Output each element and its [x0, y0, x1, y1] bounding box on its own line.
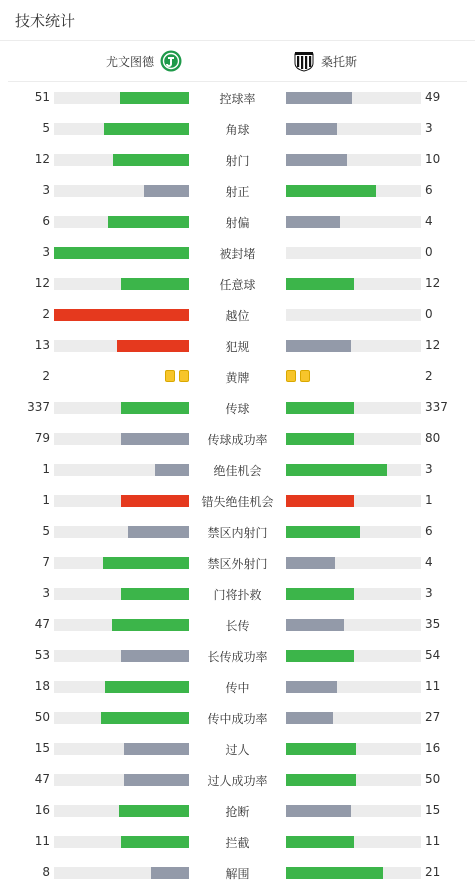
away-bar-track [286, 495, 421, 507]
home-value: 5 [42, 524, 50, 538]
away-bar-track [286, 681, 421, 693]
away-bar-fill [286, 92, 352, 104]
away-bar-track [286, 557, 421, 569]
home-value: 51 [34, 90, 50, 104]
away-bar-fill [286, 650, 354, 662]
home-team[interactable] [106, 41, 182, 81]
home-value: 13 [34, 338, 50, 352]
away-bar-track [286, 867, 421, 879]
stat-label: 传中成功率 [207, 712, 268, 726]
away-bar-track [286, 247, 421, 259]
home-bar-track [54, 433, 189, 445]
stat-label: 门将扑救 [213, 588, 262, 602]
away-bar-fill [286, 340, 351, 352]
away-bar-fill [286, 712, 333, 724]
stat-label: 过人成功率 [207, 774, 268, 788]
home-bar-track [54, 185, 189, 197]
home-bar-track [54, 464, 189, 476]
home-bar-fill [121, 495, 189, 507]
home-bar-track [54, 557, 189, 569]
home-value: 2 [42, 307, 50, 321]
home-bar-fill [105, 681, 189, 693]
home-bar-fill [121, 588, 189, 600]
home-bar-track [54, 650, 189, 662]
away-bar-fill [286, 867, 383, 879]
stat-row [0, 144, 475, 175]
stat-row [0, 516, 475, 547]
home-value: 18 [34, 679, 50, 693]
stat-row [0, 268, 475, 299]
stat-row [0, 764, 475, 795]
away-bar-fill [286, 805, 351, 817]
stat-label: 越位 [225, 309, 250, 323]
home-value: 1 [42, 462, 50, 476]
home-value: 1 [42, 493, 50, 507]
stat-label: 任意球 [219, 278, 256, 292]
home-value: 47 [34, 617, 50, 631]
stat-row [0, 733, 475, 764]
away-value: 3 [425, 586, 433, 600]
stat-label: 禁区外射门 [207, 557, 268, 571]
away-value: 50 [425, 772, 441, 786]
home-value: 2 [42, 369, 50, 383]
home-value: 3 [42, 245, 50, 259]
away-value: 0 [425, 245, 433, 259]
away-value: 15 [425, 803, 441, 817]
page-title: 技术统计 [15, 12, 76, 30]
stat-label: 传球 [225, 402, 250, 416]
home-bar-fill [124, 743, 189, 755]
yellow-card-icon [165, 370, 175, 382]
away-value: 11 [425, 834, 441, 848]
stat-row [0, 299, 475, 330]
away-value: 21 [425, 865, 441, 879]
home-bar-track [54, 712, 189, 724]
away-bar-track [286, 340, 421, 352]
home-bar-fill [121, 278, 189, 290]
stat-label: 绝佳机会 [213, 464, 262, 478]
yellow-card-icon [179, 370, 189, 382]
away-bar-track [286, 185, 421, 197]
home-bar-fill [121, 433, 189, 445]
away-bar-track [286, 433, 421, 445]
away-value: 0 [425, 307, 433, 321]
home-value: 8 [42, 865, 50, 879]
stat-label: 角球 [225, 123, 250, 137]
away-bar-track [286, 619, 421, 631]
home-value: 11 [34, 834, 50, 848]
santos-crest-icon [293, 50, 315, 72]
home-value: 53 [34, 648, 50, 662]
stat-row [0, 330, 475, 361]
home-bar-track [54, 588, 189, 600]
away-bar-fill [286, 526, 360, 538]
away-team[interactable] [293, 41, 357, 81]
away-value: 4 [425, 555, 433, 569]
stat-row [0, 454, 475, 485]
away-bar-track [286, 278, 421, 290]
away-bar-fill [286, 185, 376, 197]
stat-row [0, 237, 475, 268]
home-bar-fill [108, 216, 189, 228]
away-value: 6 [425, 524, 433, 538]
stat-label: 解围 [225, 867, 250, 881]
away-bar-track [286, 743, 421, 755]
away-bar-track [286, 309, 421, 321]
home-bar-track [54, 619, 189, 631]
yellow-card-icon [300, 370, 310, 382]
home-bar-fill [124, 774, 189, 786]
stat-row [0, 795, 475, 826]
away-cards [286, 370, 310, 382]
stat-label: 黄牌 [225, 371, 250, 385]
stat-label: 控球率 [219, 92, 256, 106]
away-value: 54 [425, 648, 441, 662]
stat-row [0, 857, 475, 888]
stat-label: 禁区内射门 [207, 526, 268, 540]
stat-row [0, 175, 475, 206]
home-bar-track [54, 216, 189, 228]
home-value: 47 [34, 772, 50, 786]
home-value: 50 [34, 710, 50, 724]
home-bar-fill [121, 836, 189, 848]
away-bar-track [286, 588, 421, 600]
home-value: 337 [27, 400, 50, 414]
home-value: 3 [42, 586, 50, 600]
stat-label: 过人 [225, 743, 250, 757]
stat-row [0, 206, 475, 237]
stat-row [0, 578, 475, 609]
away-bar-track [286, 774, 421, 786]
stat-row [0, 609, 475, 640]
home-value: 16 [34, 803, 50, 817]
home-bar-track [54, 867, 189, 879]
home-value: 12 [34, 276, 50, 290]
stats-list [0, 82, 475, 888]
away-bar-fill [286, 836, 354, 848]
stat-row [0, 485, 475, 516]
away-value: 35 [425, 617, 441, 631]
home-bar-track [54, 495, 189, 507]
home-bar-fill [54, 309, 189, 321]
home-team-name: 尤文图德 [105, 54, 154, 69]
home-bar-fill [113, 154, 189, 166]
away-team-name: 桑托斯 [321, 54, 358, 69]
away-bar-fill [286, 278, 354, 290]
home-bar-fill [112, 619, 189, 631]
away-bar-fill [286, 619, 344, 631]
away-value: 2 [425, 369, 433, 383]
home-value: 7 [42, 555, 50, 569]
home-bar-track [54, 805, 189, 817]
away-bar-fill [286, 495, 354, 507]
home-bar-fill [144, 185, 189, 197]
away-bar-fill [286, 588, 354, 600]
stat-row [0, 640, 475, 671]
stat-row [0, 82, 475, 113]
stat-label: 射偏 [225, 216, 250, 230]
stat-label: 传球成功率 [207, 433, 268, 447]
home-bar-fill [121, 650, 189, 662]
home-bar-fill [151, 867, 189, 879]
home-bar-fill [54, 247, 189, 259]
home-bar-fill [120, 92, 189, 104]
stat-label: 射正 [225, 185, 250, 199]
yellow-card-icon [286, 370, 296, 382]
stat-label: 抢断 [225, 805, 250, 819]
away-bar-track [286, 805, 421, 817]
away-value: 11 [425, 679, 441, 693]
away-value: 3 [425, 462, 433, 476]
away-bar-fill [286, 774, 356, 786]
home-bar-track [54, 340, 189, 352]
home-bar-track [54, 774, 189, 786]
stat-row [0, 392, 475, 423]
home-bar-fill [104, 123, 189, 135]
away-bar-track [286, 92, 421, 104]
stat-label: 长传成功率 [207, 650, 268, 664]
away-bar-fill [286, 433, 354, 445]
stat-label: 犯规 [225, 340, 250, 354]
away-value: 49 [425, 90, 441, 104]
away-bar-track [286, 650, 421, 662]
away-value: 16 [425, 741, 441, 755]
stat-row [0, 826, 475, 857]
home-bar-track [54, 743, 189, 755]
home-value: 6 [42, 214, 50, 228]
away-bar-fill [286, 464, 387, 476]
home-value: 3 [42, 183, 50, 197]
away-value: 6 [425, 183, 433, 197]
away-bar-fill [286, 402, 354, 414]
home-value: 79 [34, 431, 50, 445]
home-bar-fill [155, 464, 189, 476]
stat-row [0, 702, 475, 733]
stat-row [0, 423, 475, 454]
away-value: 12 [425, 338, 441, 352]
home-bar-fill [101, 712, 189, 724]
home-bar-track [54, 681, 189, 693]
home-bar-fill [103, 557, 189, 569]
teams-row [8, 41, 467, 82]
home-bar-track [54, 309, 189, 321]
stat-row [0, 361, 475, 392]
stats-header [0, 0, 475, 41]
away-value: 4 [425, 214, 433, 228]
stat-label: 被封堵 [219, 247, 256, 261]
away-bar-fill [286, 123, 337, 135]
stat-row [0, 113, 475, 144]
home-bar-fill [117, 340, 189, 352]
home-value: 5 [42, 121, 50, 135]
stat-label: 长传 [225, 619, 250, 633]
away-value: 3 [425, 121, 433, 135]
away-bar-track [286, 836, 421, 848]
away-bar-track [286, 123, 421, 135]
away-bar-track [286, 464, 421, 476]
home-bar-track [54, 526, 189, 538]
away-bar-track [286, 154, 421, 166]
home-bar-track [54, 92, 189, 104]
stat-row [0, 547, 475, 578]
home-bar-fill [121, 402, 189, 414]
stat-row [0, 671, 475, 702]
away-value: 1 [425, 493, 433, 507]
home-cards [165, 370, 189, 382]
away-value: 10 [425, 152, 441, 166]
away-bar-fill [286, 557, 335, 569]
stat-label: 传中 [225, 681, 250, 695]
home-bar-track [54, 123, 189, 135]
home-bar-fill [128, 526, 189, 538]
away-value: 337 [425, 400, 448, 414]
juventude-crest-icon [160, 50, 182, 72]
home-bar-fill [119, 805, 189, 817]
home-bar-track [54, 278, 189, 290]
away-bar-track [286, 526, 421, 538]
home-bar-track [54, 247, 189, 259]
away-value: 12 [425, 276, 441, 290]
away-bar-track [286, 216, 421, 228]
stat-label: 拦截 [225, 836, 250, 850]
home-bar-track [54, 402, 189, 414]
away-bar-fill [286, 154, 347, 166]
away-bar-fill [286, 743, 356, 755]
home-bar-track [54, 836, 189, 848]
home-value: 12 [34, 152, 50, 166]
stat-label: 错失绝佳机会 [201, 495, 274, 509]
home-bar-track [54, 154, 189, 166]
home-value: 15 [34, 741, 50, 755]
away-value: 27 [425, 710, 441, 724]
away-bar-fill [286, 681, 337, 693]
away-bar-track [286, 402, 421, 414]
stat-label: 射门 [225, 154, 250, 168]
away-bar-fill [286, 216, 340, 228]
away-bar-track [286, 712, 421, 724]
away-value: 80 [425, 431, 441, 445]
